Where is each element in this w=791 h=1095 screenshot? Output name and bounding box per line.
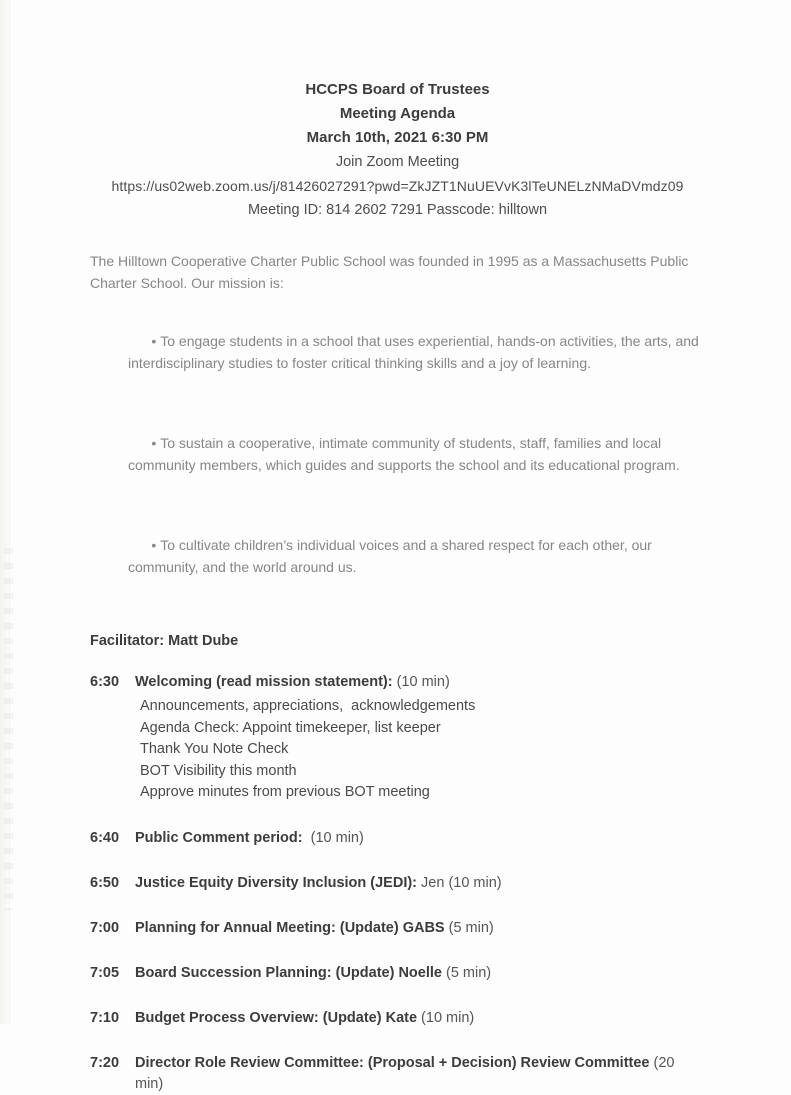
agenda-title (135, 1053, 705, 1095)
agenda-time: 7:20 (90, 1054, 120, 1071)
agenda-subitems (140, 696, 705, 804)
agenda-time: 7:10 (90, 1009, 120, 1026)
agenda-item-welcoming (90, 672, 705, 804)
agenda-time: 6:40 (90, 829, 120, 846)
mission-bullet (128, 410, 704, 498)
agenda-item-board-succession (90, 963, 705, 984)
agenda-item-annual-meeting (90, 918, 705, 939)
agenda-subitem: BOT Visibility this month (140, 762, 297, 779)
agenda-time: 6:50 (90, 874, 120, 891)
agenda-title (135, 873, 705, 894)
agenda-title-bold: Planning for Annual Meeting: (Update) GABS (135, 919, 445, 936)
zoom-meeting-url: https://us02web.zoom.us/j/81426027291?pwd=ZkJZT1NuUEVvK3lTeUNELzNMaDVmdz09 (111, 178, 684, 194)
document-subtitle: Meeting Agenda (339, 105, 456, 122)
bullet-icon: • (151, 333, 157, 349)
agenda-title-duration: (5 min) (444, 919, 494, 936)
agenda-title (135, 1008, 705, 1029)
agenda-title-duration: (10 min) (417, 1009, 475, 1026)
agenda-list (90, 672, 705, 1095)
agenda-title-duration: (20 min) (135, 1054, 679, 1092)
mission-section (90, 250, 705, 600)
meeting-id-passcode: Meeting ID: 814 2602 7291 Passcode: hilltown (247, 202, 548, 218)
mission-bullet (128, 512, 704, 600)
agenda-title (135, 963, 705, 984)
agenda-title-duration: (10 min) (302, 829, 364, 846)
document-title: HCCPS Board of Trustees (305, 81, 490, 98)
agenda-item-jedi (90, 873, 705, 894)
agenda-item-budget-process (90, 1008, 705, 1029)
agenda-title-bold: Public Comment period: (135, 829, 303, 846)
mission-bullet-text: To cultivate children’s individual voices and a shared respect for each other, our community, and the world around us. (128, 537, 656, 575)
agenda-title (135, 828, 705, 849)
agenda-title (135, 672, 705, 693)
mission-bullet-text: To sustain a cooperative, intimate community of students, staff, families and local community members, which guides and supports the school and its educational program. (128, 435, 680, 473)
agenda-title-bold: Budget Process Overview: (Update) Kate (135, 1009, 418, 1026)
agenda-subitem: Agenda Check: Appoint timekeeper, list keeper (140, 719, 441, 736)
join-zoom-label: Join Zoom Meeting (335, 154, 460, 170)
agenda-subitem: Approve minutes from previous BOT meeting (140, 784, 430, 800)
bullet-icon: • (151, 435, 157, 451)
agenda-subitem: Announcements, appreciations, acknowledgements (140, 698, 476, 714)
agenda-title-duration: (5 min) (441, 964, 492, 981)
agenda-title-bold: Welcoming (read mission statement): (135, 674, 393, 690)
meeting-datetime: March 10th, 2021 6:30 PM (306, 129, 489, 146)
agenda-title-bold: Justice Equity Diversity Inclusion (JEDI): (135, 874, 418, 891)
agenda-time: 7:00 (90, 919, 120, 936)
agenda-title-bold: Director Role Review Committee: (Proposal + Decision) Review Committee (135, 1054, 650, 1071)
agenda-time: 6:30 (90, 674, 120, 690)
mission-intro: The Hilltown Cooperative Charter Public School was founded in 1995 as a Massachusetts Public Charter School. Our mission is: (90, 253, 689, 291)
agenda-item-public-comment (90, 828, 705, 849)
agenda-title-duration: (10 min) (392, 674, 450, 690)
agenda-title-bold: Board Succession Planning: (Update) Noelle (135, 964, 442, 981)
mission-bullet (128, 308, 704, 396)
agenda-item-director-role-review (90, 1053, 705, 1095)
agenda-time: 7:05 (90, 964, 120, 981)
mission-bullet-text: To engage students in a school that uses experiential, hands-on activities, the arts, and interdisciplinary studies to foster critical thinking skills and a joy of learning. (128, 333, 703, 371)
agenda-subitem: Thank You Note Check (140, 741, 289, 757)
agenda-title-duration: Jen (10 min) (417, 874, 502, 891)
bullet-icon: • (151, 537, 157, 553)
document-header (90, 78, 705, 222)
facilitator-line: Facilitator: Matt Dube (90, 633, 239, 649)
agenda-title (135, 918, 705, 939)
